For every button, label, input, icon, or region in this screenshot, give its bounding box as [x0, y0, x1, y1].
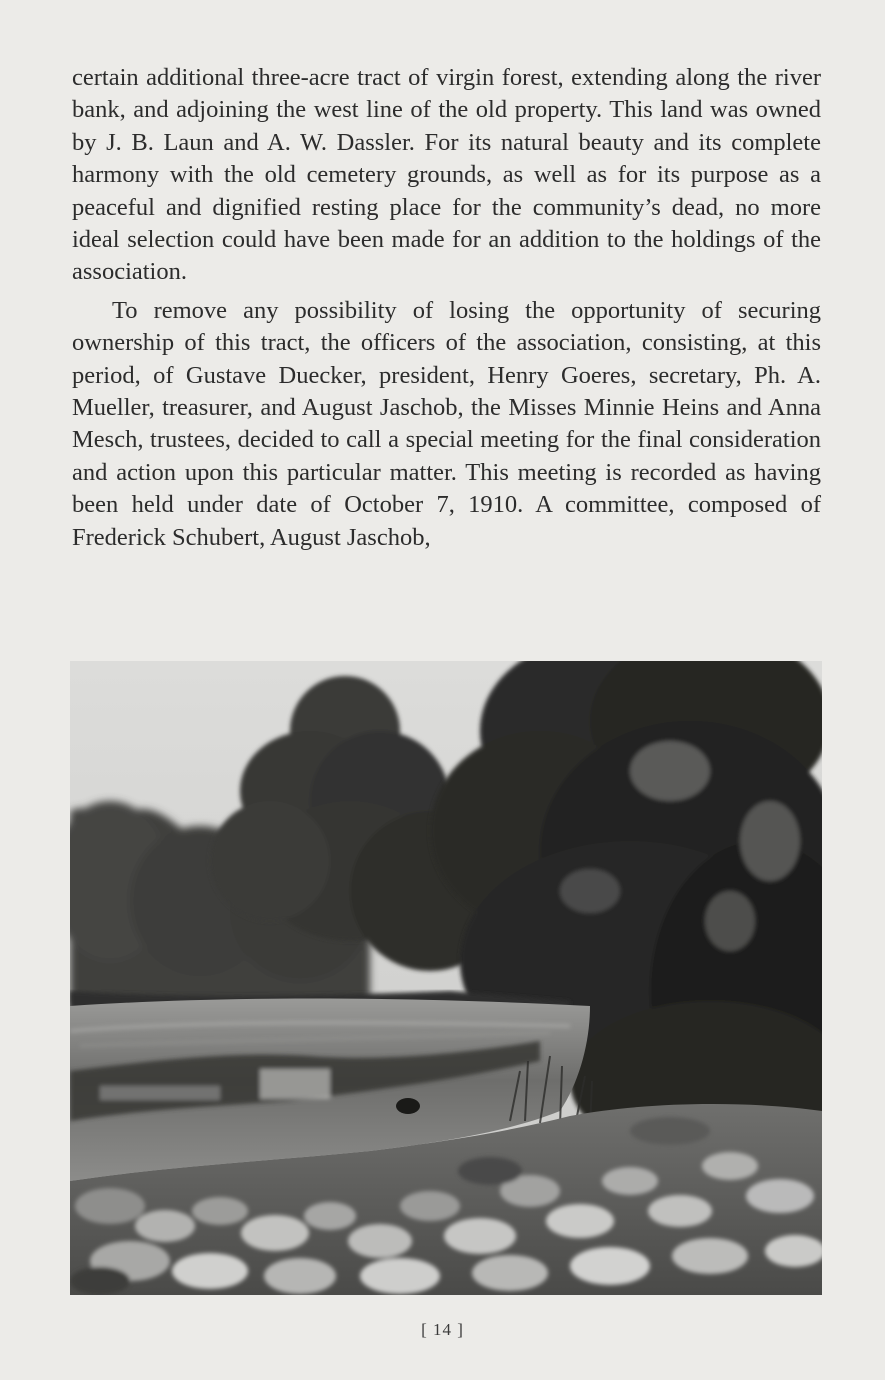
body-text — [72, 62, 821, 554]
page-number: [ 14 ] — [421, 1320, 464, 1339]
river-bank-photograph — [70, 661, 822, 1295]
paragraph-2: To remove any possibility of losing the opportunity of securing ownership of this tract, the officers of the association, consisting, at this period, of Gustave Duecker, president, Henry Goeres, secretary, Ph. A. Mueller, treasurer, and August Jaschob, the Misses Minnie Heins and Anna Mesch, trustees, decided to call a special meeting for the final consideration and action upon this particular matter. This meeting is recorded as having been held under date of October 7, 1910. A committee, composed of Frederick Schubert, August Jaschob, — [72, 296, 821, 551]
water-stone — [396, 1098, 420, 1114]
paragraph-1: certain additional three-acre tract of virgin forest, extending along the river bank, and adjoining the west line of the old property. This land was owned by J. B. Laun and A. W. Dassler. For its natural beauty and its complete harmony with the old cemetery grounds, as well as for its purpose as a peaceful and dignified resting place for the community’s dead, no more ideal selection could have been made for an addition to the holdings of the association. — [72, 64, 821, 286]
